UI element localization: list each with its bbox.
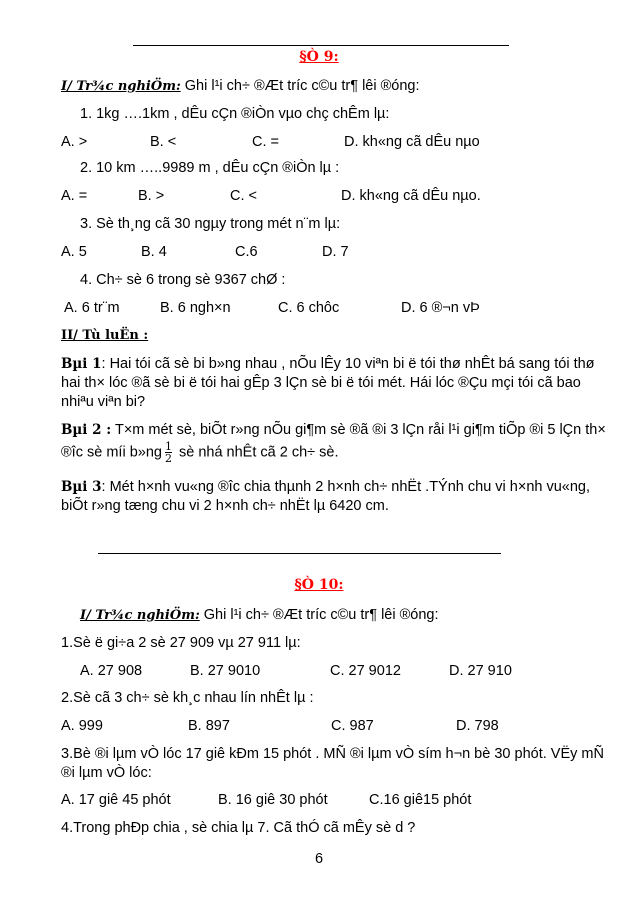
exam9-q3-option-b: B. 4 xyxy=(141,244,167,260)
exam9-q2-option-b: B. > xyxy=(138,188,165,204)
exam10-q4-text: 4.Trong phÐp chia , sè chia lµ 7. Cã thÓ cã mÊy sè d ? xyxy=(61,820,416,836)
exam9-title: §Ò 9: xyxy=(299,49,339,65)
exam9-problem2-fraction xyxy=(165,441,172,464)
exam9-problem2-text-before: T×m mét sè, biÕt r»ng nÕu gi¶m sè ®ã ®i 3 lÇn råi l¹i gi¶m tiÕp ®i 5 lÇn th× ®îc sè míi b»ng xyxy=(61,422,606,461)
fraction-numerator: 1 xyxy=(164,440,172,453)
exam10-q2-option-a: A. 999 xyxy=(61,718,103,734)
exam9-q1-option-c: C. = xyxy=(252,134,279,150)
exam9-problem3-text: : Mét h×nh vu«ng ®îc chia thµnh 2 h×nh ch÷ nhËt .TÝnh chu vi h×nh vu«ng, biÕt r»ng tæng chu vi 2 h×nh ch÷ nhËt lµ 6420 cm. xyxy=(61,479,591,514)
exam10-title: §Ò 10: xyxy=(294,577,344,593)
exam9-problem2-text-after: sè nhá nhÊt cã 2 ch÷ sè. xyxy=(174,444,339,461)
exam9-problem1-text: : Hai tói cã sè bi b»ng nhau , nÕu lÊy 10 viªn bi ë tói thø nhÊt bá sang tói thø hai th× lóc ®ã sè bi ë tói hai gÊp 3 lÇn sè bi ë tói mét. Hái lóc ®Çu mçi tói cã bao nhiªu viªn bi? xyxy=(61,356,595,410)
exam9-part1-heading xyxy=(61,78,420,94)
exam9-problem2 xyxy=(61,419,617,464)
exam10-q3-option-b: B. 16 giê 30 phót xyxy=(218,792,328,808)
exam9-q3-option-a: A. 5 xyxy=(61,244,87,260)
exam10-q2-option-c: C. 987 xyxy=(331,718,374,734)
middle-rule xyxy=(98,553,501,554)
exam9-problem1 xyxy=(61,355,617,412)
exam9-q4-option-b: B. 6 ngh×n xyxy=(160,300,231,316)
exam9-q1-text: 1. 1kg ….1km , dÊu cÇn ®iÒn vµo chç chÊm lµ: xyxy=(80,106,390,122)
exam10-q1-option-c: C. 27 9012 xyxy=(330,663,401,679)
exam9-q4-text: 4. Ch÷ sè 6 trong sè 9367 chØ : xyxy=(80,272,286,288)
exam10-part1-instruction: Ghi l¹i ch÷ ®Æt tríc c©u tr¶ lêi ®óng: xyxy=(199,607,439,623)
exam10-part1-label: I/ Tr¾c nghiÖm: xyxy=(80,608,200,623)
exam9-q4-option-c: C. 6 chôc xyxy=(278,300,340,316)
exam10-q1-text: 1.Sè ë gi÷a 2 sè 27 909 vµ 27 911 lµ: xyxy=(61,635,301,651)
exam10-q2-option-b: B. 897 xyxy=(188,718,230,734)
exam9-q1-option-b: B. < xyxy=(150,134,177,150)
exam9-part2-label: II/ Tù luËn : xyxy=(61,328,149,343)
exam9-q2-option-d: D. kh«ng cã dÊu nµo. xyxy=(341,188,481,204)
exam10-part1-heading xyxy=(80,607,439,623)
exam10-q3-option-c: C.16 giê15 phót xyxy=(369,792,472,808)
exam10-q1-option-d: D. 27 910 xyxy=(449,663,512,679)
exam9-q1-option-d: D. kh«ng cã dÊu nµo xyxy=(344,134,480,150)
exam9-part1-label: I/ Tr¾c nghiÖm: xyxy=(61,79,181,94)
exam9-problem2-label: Bµi 2 : xyxy=(61,422,112,438)
exam9-problem3-label: Bµi 3 xyxy=(61,479,102,495)
exam10-q2-text: 2.Sè cã 3 ch÷ sè kh¸c nhau lín nhÊt lµ : xyxy=(61,690,314,706)
exam10-q2-option-d: D. 798 xyxy=(456,718,499,734)
exam9-q3-text: 3. Sè th¸ng cã 30 ngµy trong mét n¨m lµ: xyxy=(80,216,341,232)
exam9-q2-option-a: A. = xyxy=(61,188,88,204)
top-rule xyxy=(133,45,509,46)
exam9-problem1-label: Bµi 1 xyxy=(61,356,102,372)
exam9-q3-option-d: D. 7 xyxy=(322,244,349,260)
exam9-q3-option-c: C.6 xyxy=(235,244,258,260)
exam9-q1-option-a: A. > xyxy=(61,134,88,150)
exam9-part1-instruction: Ghi l¹i ch÷ ®Æt tríc c©u tr¶ lêi ®óng: xyxy=(180,78,420,94)
exam10-q1-option-b: B. 27 9010 xyxy=(190,663,261,679)
exam9-q2-option-c: C. < xyxy=(230,188,257,204)
exam9-problem3 xyxy=(61,478,617,516)
exam10-q3-text: 3.Bè ®i lµm vÒ lóc 17 giê kÐm 15 phót . MÑ ®i lµm vÒ sím h¬n bè 30 phót. VËy mÑ ®i lµm vÒ lóc: xyxy=(61,746,604,781)
fraction-denominator: 2 xyxy=(164,452,172,465)
exam10-q3-option-a: A. 17 giê 45 phót xyxy=(61,792,171,808)
exam9-q4-option-d: D. 6 ®¬n vÞ xyxy=(401,300,480,316)
exam9-q4-option-a: A. 6 tr¨m xyxy=(64,300,120,316)
exam10-q1-option-a: A. 27 908 xyxy=(80,663,143,679)
page-number: 6 xyxy=(314,851,324,867)
exam9-q2-text: 2. 10 km …..9989 m , dÊu cÇn ®iÒn lµ : xyxy=(80,160,340,176)
